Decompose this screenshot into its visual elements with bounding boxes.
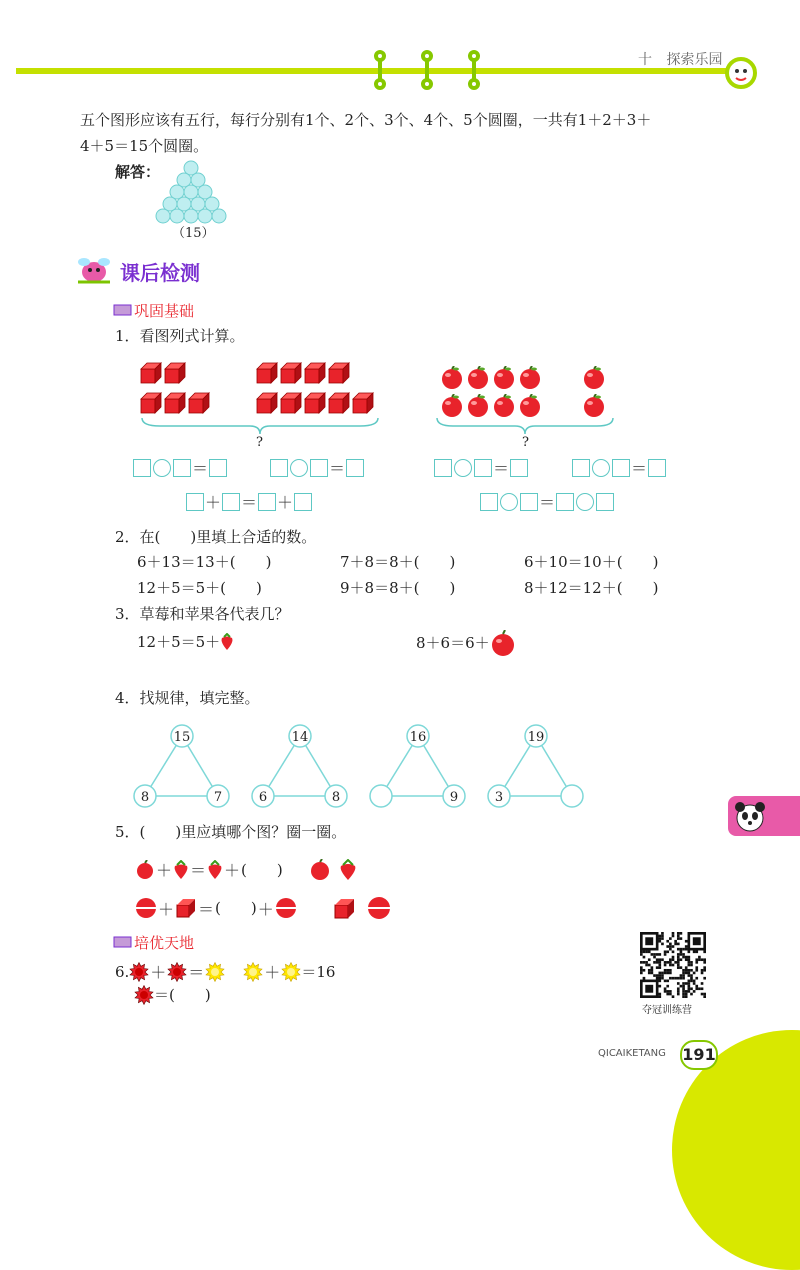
q1-cubes xyxy=(140,358,376,418)
q1-eq-row1-right-a[interactable]: ＝ xyxy=(434,456,528,479)
triangle-node-top xyxy=(171,725,193,747)
cube-icon xyxy=(175,897,197,919)
triangle-node-top xyxy=(525,725,547,747)
q5-row2: ＋ ＝ ( ) ＋ xyxy=(135,896,391,920)
svg-text:19: 19 xyxy=(527,730,545,745)
svg-text:8: 8 xyxy=(331,790,341,805)
svg-text:15: 15 xyxy=(173,730,191,745)
sub1-title: 巩固基础 xyxy=(134,302,195,320)
apple-icon xyxy=(466,366,490,390)
red-star-icon xyxy=(134,985,154,1005)
red-star-icon xyxy=(129,962,149,982)
q1-eq-row2-right[interactable]: ＝ xyxy=(480,490,614,513)
apple-icon xyxy=(440,366,464,390)
cube-icon xyxy=(328,392,350,414)
cube-icon xyxy=(164,362,186,384)
strawberry-choice-icon[interactable] xyxy=(339,859,357,881)
apple-icon xyxy=(518,394,542,418)
cube-icon xyxy=(140,362,162,384)
triangle-node-left xyxy=(488,785,510,807)
q3-left-eq: 12＋5＝5＋ xyxy=(137,633,221,651)
q4-triangles xyxy=(130,722,600,812)
ball-icon xyxy=(275,897,297,919)
cube-icon xyxy=(164,392,186,414)
q6-title: 6. xyxy=(115,962,130,981)
q5-title: 5．( )里应填哪个图？圈一圈。 xyxy=(115,823,347,841)
cube-icon xyxy=(352,392,374,414)
svg-text:8: 8 xyxy=(140,790,150,805)
q3-right xyxy=(416,630,516,656)
ball-icon xyxy=(135,897,157,919)
sub2-title: 培优天地 xyxy=(134,934,195,952)
q1-eq-row2-left[interactable]: ＋ ＝ ＋ xyxy=(186,490,312,513)
cube-icon xyxy=(140,392,162,414)
yellow-sun-icon xyxy=(205,962,225,982)
svg-text:9: 9 xyxy=(449,790,459,805)
strawberry-icon xyxy=(220,633,234,651)
ball-choice-icon[interactable] xyxy=(367,896,391,920)
footer-brand: QICAIKETANG xyxy=(598,1048,666,1059)
q2-title: 2．在( )里填上合适的数。 xyxy=(115,528,317,546)
svg-text:7: 7 xyxy=(213,790,223,805)
circle-triangle-figure xyxy=(155,160,227,224)
q2-item-1[interactable]: 6＋13＝13＋( ) xyxy=(137,553,272,571)
answer-label: 解答： xyxy=(115,163,161,181)
answer-value: （15） xyxy=(172,226,215,241)
triangle-node-right xyxy=(325,785,347,807)
apple-icon xyxy=(490,630,516,656)
triangle-node-top xyxy=(289,725,311,747)
apple-icon xyxy=(582,366,606,390)
sub2-icon xyxy=(113,935,133,949)
cube-icon xyxy=(304,392,326,414)
q1-eq-row1-mid[interactable]: ＝ xyxy=(270,456,364,479)
q1-apples xyxy=(440,364,606,420)
q3-title: 3．草莓和苹果各代表几？ xyxy=(115,605,290,623)
cube-icon xyxy=(280,392,302,414)
q6-line2 xyxy=(134,985,211,1005)
page-number: 191 xyxy=(682,1045,716,1064)
svg-text:3: 3 xyxy=(494,790,504,805)
strawberry-icon xyxy=(207,860,223,880)
q5-row1-paren[interactable]: ( ) xyxy=(241,860,283,879)
q2-item-4[interactable]: 12＋5＝5＋( ) xyxy=(137,579,262,597)
apple-icon xyxy=(440,394,464,418)
cube-icon xyxy=(256,392,278,414)
q6-line2-text[interactable]: ＝( ) xyxy=(154,986,211,1004)
q2-item-6[interactable]: 8＋12＝12＋( ) xyxy=(524,579,659,597)
apple-icon xyxy=(582,394,606,418)
q3-right-eq: 8＋6＝6＋ xyxy=(416,634,490,652)
q2-item-2[interactable]: 7＋8＝8＋( ) xyxy=(340,553,456,571)
intro-line2: 4＋5＝15个圆圈。 xyxy=(80,137,209,155)
yellow-sun-icon xyxy=(281,962,301,982)
bee-mascot-icon xyxy=(74,252,114,286)
q1-eq-row1-left[interactable]: ＝ xyxy=(133,456,227,479)
q3-left xyxy=(137,632,234,652)
apple-choice-icon[interactable] xyxy=(309,859,331,881)
header-section xyxy=(638,50,722,70)
q1-title: 1．看图列式计算。 xyxy=(115,327,245,345)
svg-text:6: 6 xyxy=(258,790,268,805)
header-mascot-icon xyxy=(724,56,758,90)
cube-icon xyxy=(256,362,278,384)
q1-brace-label-left: ? xyxy=(256,435,263,450)
q5-row2-paren[interactable]: ( ) xyxy=(215,899,257,917)
section-title: 课后检测 xyxy=(120,261,200,285)
triangle-node-right xyxy=(443,785,465,807)
q6-line1: 6. ＋ ＝ ＋ ＝16 xyxy=(115,962,336,982)
intro-line1: 五个图形应该有五行，每行分别有1个、2个、3个、4个、5个圆圈，一共有1＋2＋3＋ xyxy=(80,111,652,129)
cube-choice-icon[interactable] xyxy=(333,896,357,920)
apple-icon xyxy=(518,366,542,390)
strawberry-icon xyxy=(173,860,189,880)
cube-icon xyxy=(304,362,326,384)
apple-icon xyxy=(492,366,516,390)
apple-icon xyxy=(492,394,516,418)
cube-icon xyxy=(188,392,210,414)
q1-eq-row1-right-b[interactable]: ＝ xyxy=(572,456,666,479)
triangle-node-right xyxy=(207,785,229,807)
triangle-node-left xyxy=(134,785,156,807)
apple-icon xyxy=(135,860,155,880)
q5-row1: ＋ ＝ ＋ ( ) xyxy=(135,858,357,881)
svg-text:16: 16 xyxy=(409,730,427,745)
cube-icon xyxy=(280,362,302,384)
footer-page-badge xyxy=(680,1040,718,1070)
triangle-node-left xyxy=(252,785,274,807)
triangle-node-left[interactable] xyxy=(370,785,392,807)
apple-icon xyxy=(466,394,490,418)
triangle-node-top xyxy=(407,725,429,747)
q6-line1-end: ＝16 xyxy=(301,962,336,981)
svg-text:14: 14 xyxy=(291,730,309,745)
triangle-node-right[interactable] xyxy=(561,785,583,807)
red-star-icon xyxy=(167,962,187,982)
sub1-icon xyxy=(113,303,133,317)
q4-title: 4．找规律，填完整。 xyxy=(115,689,260,707)
q2-item-5[interactable]: 9＋8＝8＋( ) xyxy=(340,579,456,597)
qr-code[interactable] xyxy=(640,932,706,998)
header-pegs xyxy=(370,50,490,90)
header-section-title: 探索乐园 xyxy=(666,52,723,68)
panda-icon xyxy=(732,796,768,836)
yellow-sun-icon xyxy=(243,962,263,982)
header-section-num: 十 xyxy=(638,52,652,68)
cube-icon xyxy=(328,362,350,384)
q1-brace-label-right: ? xyxy=(522,435,529,450)
q2-item-3[interactable]: 6＋10＝10＋( ) xyxy=(524,553,659,571)
qr-caption: 夺冠训练营 xyxy=(642,1005,692,1016)
